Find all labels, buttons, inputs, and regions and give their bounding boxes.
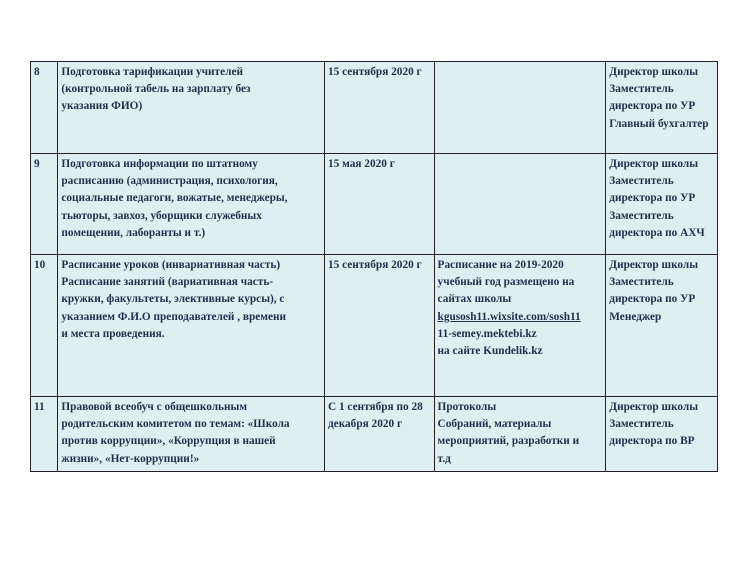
result-line: учебный год размещено на xyxy=(437,276,575,289)
row-number-cell xyxy=(31,397,58,472)
date-cell xyxy=(324,154,434,255)
result-line: сайтах школы xyxy=(437,293,512,306)
responsible-line: Директор школы xyxy=(609,158,699,170)
row-number-cell xyxy=(31,154,58,255)
result-cell xyxy=(434,154,606,255)
result-cell xyxy=(434,255,606,397)
row-number: 9 xyxy=(34,158,40,170)
responsible-cell xyxy=(606,397,718,472)
date-line: 15 мая 2020 г xyxy=(327,158,395,170)
table-row xyxy=(31,62,718,154)
task-line: Подготовка тарификации учителей xyxy=(61,66,243,78)
responsible-line: директора по УР xyxy=(609,192,696,205)
task-line: Расписание занятий (вариативная часть- xyxy=(61,276,274,289)
responsible-line: Менеджер xyxy=(609,310,662,323)
task-line: Правовой всеобуч с общешкольным xyxy=(61,401,248,413)
responsible-line: Заместитель xyxy=(609,276,674,289)
plan-table xyxy=(30,61,718,472)
row-number: 8 xyxy=(34,66,40,78)
task-line: против коррупции», «Коррупция в нашей xyxy=(61,435,276,448)
date-line: 15 сентября 2020 г xyxy=(327,66,422,78)
task-line: жизни», «Нет-коррупции!» xyxy=(61,452,200,465)
date-line: 15 сентября 2020 г xyxy=(327,259,422,271)
row-number-cell xyxy=(31,62,58,154)
result-line: т.д xyxy=(437,452,451,465)
responsible-line: Заместитель xyxy=(609,175,674,188)
task-line: указания ФИО) xyxy=(61,100,143,113)
task-line: социальные педагоги, вожатые, менеджеры, xyxy=(61,192,288,205)
task-line: помещении, лаборанты и т.) xyxy=(61,226,206,239)
task-line: Подготовка информации по штатному xyxy=(61,158,258,170)
result-line: на сайте Kundelik.kz xyxy=(437,345,543,358)
result-line: 11-semey.mektebi.kz xyxy=(437,327,537,340)
task-line: родительским комитетом по темам: «Школа xyxy=(61,418,290,431)
responsible-line: Заместитель xyxy=(609,209,674,222)
responsible-line: директора по АХЧ xyxy=(609,226,705,239)
row-number-cell xyxy=(31,255,58,397)
task-line: указанием Ф.И.О преподавателей , времени xyxy=(61,310,286,323)
responsible-cell xyxy=(606,62,718,154)
school-site-link[interactable]: kgusosh11.wixsite.com/sosh11 xyxy=(437,310,581,323)
date-cell xyxy=(324,62,434,154)
task-cell xyxy=(58,154,325,255)
task-line: тьюторы, завхоз, уборщики служебных xyxy=(61,209,262,222)
date-line: декабря 2020 г xyxy=(327,418,403,431)
result-line: мероприятий, разработки и xyxy=(437,435,580,448)
table-row xyxy=(31,255,718,397)
responsible-line: директора по ВР xyxy=(609,435,695,448)
task-cell xyxy=(58,397,325,472)
task-cell xyxy=(58,255,325,397)
result-cell xyxy=(434,62,606,154)
row-number: 11 xyxy=(34,401,45,413)
result-line: Расписание на 2019-2020 xyxy=(437,259,564,271)
result-line: Протоколы xyxy=(437,401,497,413)
responsible-line: Главный бухгалтер xyxy=(609,117,709,130)
responsible-line: Директор школы xyxy=(609,401,699,413)
result-cell xyxy=(434,397,606,472)
responsible-line: директора по УР xyxy=(609,100,696,113)
responsible-line: директора по УР xyxy=(609,293,696,306)
task-cell xyxy=(58,62,325,154)
row-number: 10 xyxy=(34,259,46,271)
responsible-cell xyxy=(606,154,718,255)
result-line: Собраний, материалы xyxy=(437,418,552,431)
task-line: (контрольной табель на зарплату без xyxy=(61,83,251,96)
date-cell xyxy=(324,255,434,397)
date-cell xyxy=(324,397,434,472)
date-line: С 1 сентября по 28 xyxy=(327,401,423,413)
responsible-cell xyxy=(606,255,718,397)
responsible-line: Заместитель xyxy=(609,418,674,431)
responsible-line: Заместитель xyxy=(609,83,674,96)
table-row xyxy=(31,154,718,255)
responsible-line: Директор школы xyxy=(609,66,699,78)
task-line: расписанию (администрация, психология, xyxy=(61,175,278,188)
table-row xyxy=(31,397,718,472)
task-line: кружки, факультеты, элективные курсы), с xyxy=(61,293,285,306)
task-line: и места проведения. xyxy=(61,327,165,340)
responsible-line: Директор школы xyxy=(609,259,699,271)
task-line: Расписание уроков (инвариативная часть) xyxy=(61,259,281,271)
